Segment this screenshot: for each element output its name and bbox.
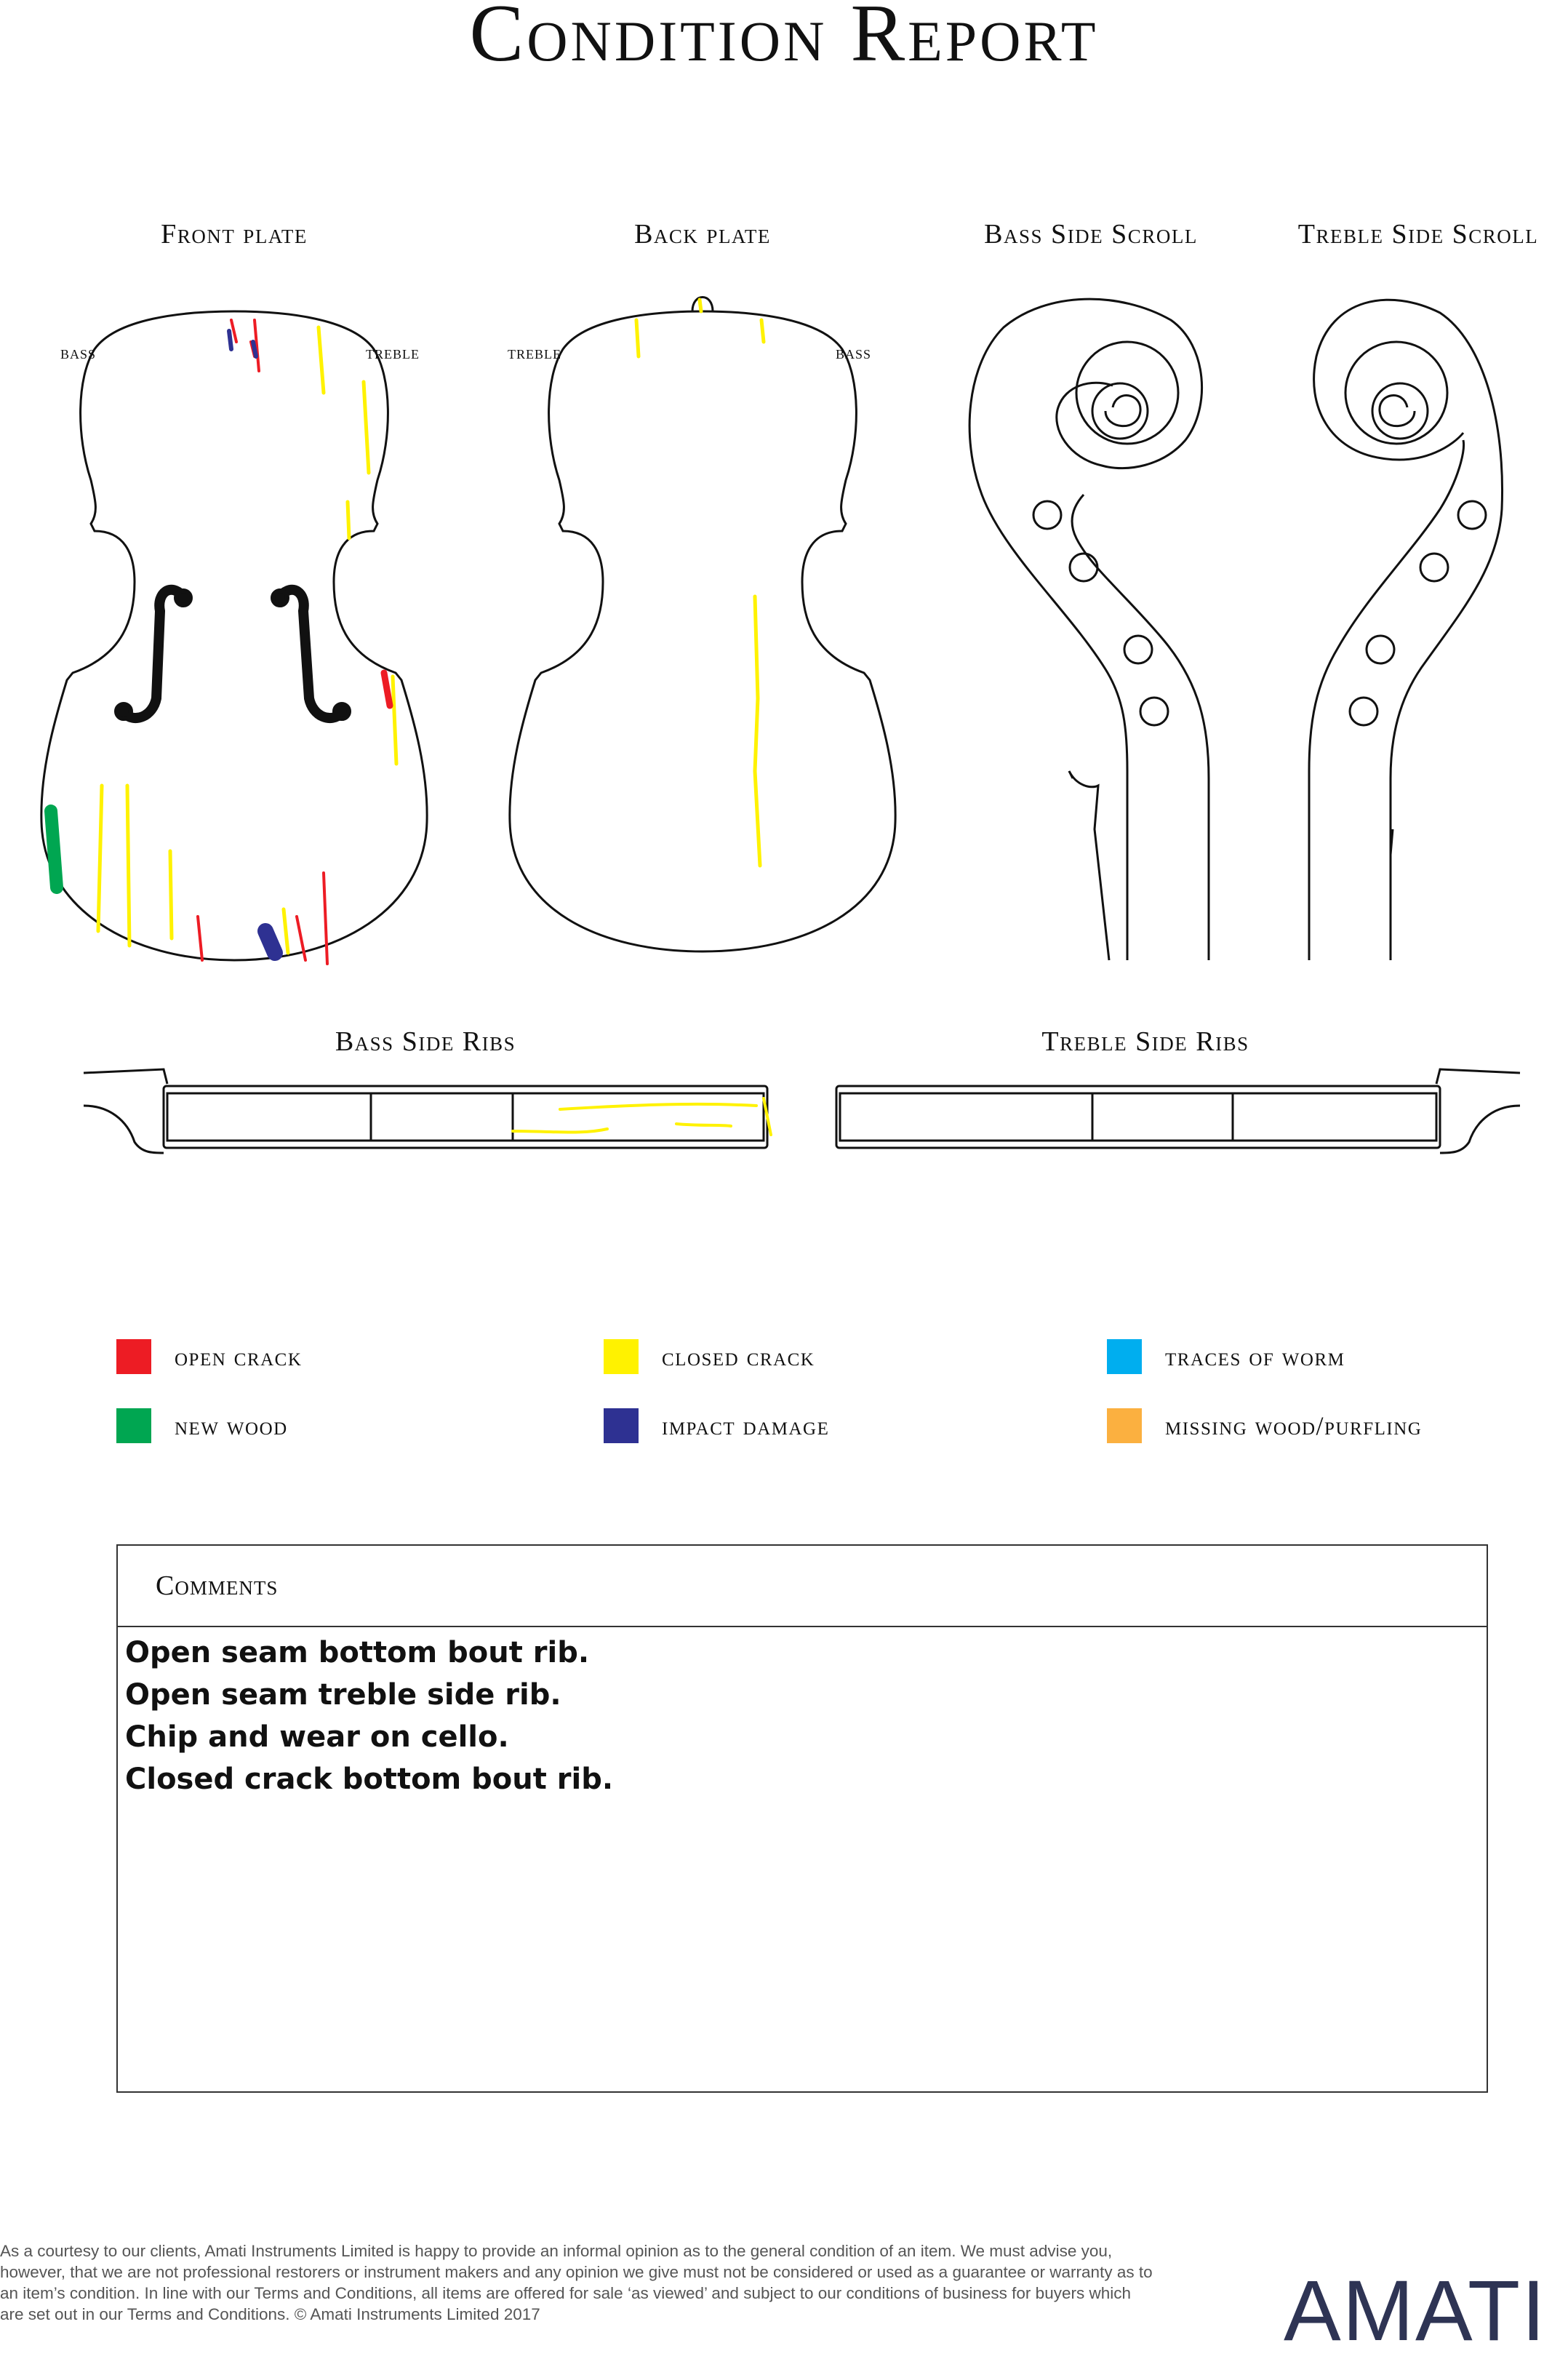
comment-line: Closed crack bottom bout rib. xyxy=(125,1763,614,1796)
front-treble-tag: treble xyxy=(366,342,420,363)
front-plate-label: Front plate xyxy=(161,219,308,250)
comment-line: Open seam bottom bout rib. xyxy=(125,1636,590,1669)
comments-box xyxy=(116,1544,1488,2093)
front-damage-marks xyxy=(51,320,396,964)
legend-impact-damage xyxy=(604,1408,829,1444)
treble-scroll-label: Treble Side Scroll xyxy=(1297,219,1539,250)
legend-label: impact damage xyxy=(662,1411,830,1440)
back-bass-tag: bass xyxy=(836,342,872,363)
page-title: Condition Report xyxy=(469,0,1099,79)
comment-line: Chip and wear on cello. xyxy=(125,1720,509,1754)
legend-label: closed crack xyxy=(662,1342,815,1371)
legend-label: missing wood/purfling xyxy=(1165,1411,1423,1440)
brand-logo: AMATI xyxy=(1284,2263,1547,2359)
closed-crack-swatch xyxy=(604,1339,639,1374)
legend-label: new wood xyxy=(175,1411,288,1440)
back-damage-marks xyxy=(636,300,764,866)
f-holes-icon xyxy=(116,590,349,719)
traces-of-worm-swatch xyxy=(1107,1339,1142,1374)
legend-label: traces of worm xyxy=(1165,1342,1345,1371)
legend-new-wood xyxy=(116,1408,288,1444)
open-crack-swatch xyxy=(116,1339,151,1374)
bass-ribs-label: Bass Side Ribs xyxy=(335,1026,516,1057)
new-wood-swatch xyxy=(116,1408,151,1443)
impact-damage-swatch xyxy=(604,1408,639,1443)
treble-scroll-outline xyxy=(1309,300,1503,960)
bass-ribs-outline xyxy=(84,1069,767,1153)
comments-body[interactable] xyxy=(118,1627,1487,1805)
back-plate-outline xyxy=(510,298,895,952)
disclaimer: As a courtesy to our clients, Amati Instruments Limited is happy to provide an informal opinion as to the general condition of an item. We must advise you, however, that we are not professional restorers or instrument makers and any opinion we give must not be considered or used as a guarantee or warranty as to an item’s condition. In line with our Terms and Conditions, all items are offered for sale ‘as viewed’ and subject to our conditions of business for buyers which are set out in our Terms and Conditions. © Amati Instruments Limited 2017 xyxy=(0,2242,1153,2323)
back-plate-label: Back plate xyxy=(634,219,771,250)
legend-traces-of-worm xyxy=(1107,1338,1345,1375)
bass-scroll-label: Bass Side Scroll xyxy=(984,219,1198,250)
treble-ribs-outline xyxy=(836,1069,1520,1153)
legend-open-crack xyxy=(116,1338,302,1375)
comments-heading: Comments xyxy=(118,1546,1487,1627)
missing-wood-swatch xyxy=(1107,1408,1142,1443)
back-treble-tag: treble xyxy=(508,342,561,363)
legend-label: open crack xyxy=(175,1342,303,1371)
bass-ribs-damage xyxy=(513,1098,771,1135)
treble-ribs-label: Treble Side Ribs xyxy=(1041,1026,1249,1057)
legend-closed-crack xyxy=(604,1338,815,1375)
legend-missing-wood xyxy=(1107,1408,1422,1444)
comment-line: Open seam treble side rib. xyxy=(125,1678,561,1712)
front-bass-tag: bass xyxy=(60,342,97,363)
bass-scroll-outline xyxy=(969,299,1209,960)
